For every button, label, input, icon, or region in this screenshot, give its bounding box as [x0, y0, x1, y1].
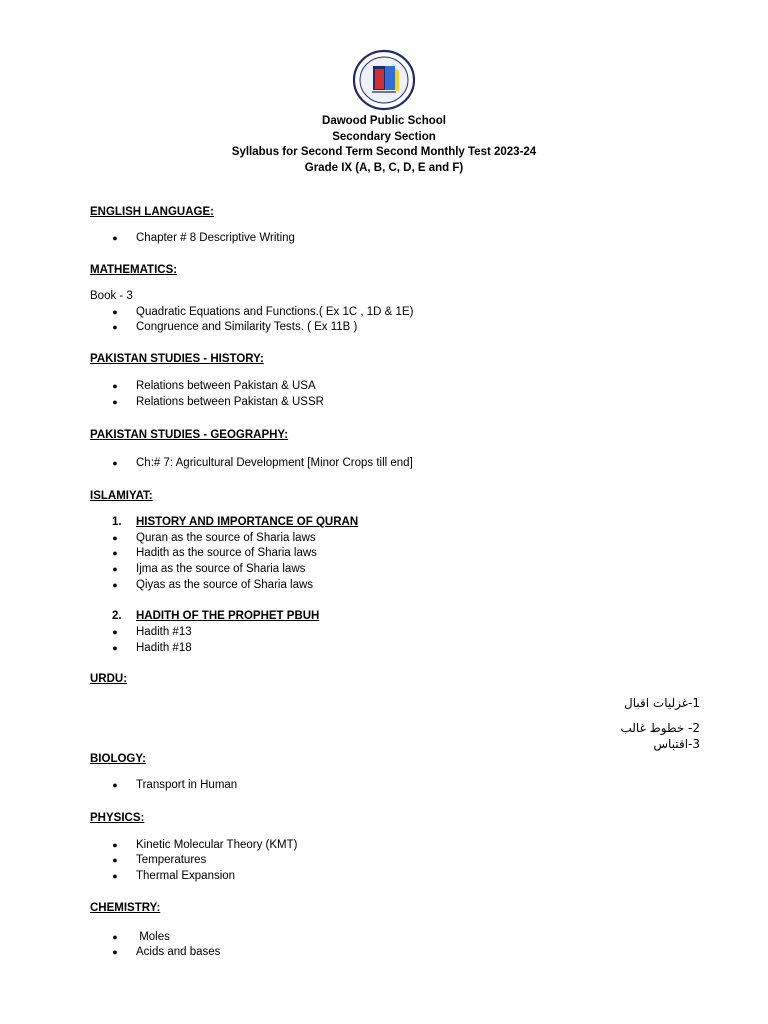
bullet-icon: ● — [112, 322, 118, 332]
bullet-icon: ● — [112, 840, 118, 850]
bullet-icon: ● — [112, 855, 118, 865]
pak-geography-heading: PAKISTAN STUDIES - GEOGRAPHY: — [90, 429, 289, 441]
bullet-icon: ● — [112, 397, 118, 407]
pak-history-heading: PAKISTAN STUDIES - HISTORY: — [90, 353, 264, 365]
bullet-icon: ● — [112, 871, 118, 881]
urdu-item: 2- خطوط غالب — [620, 721, 700, 735]
english-heading: ENGLISH LANGUAGE: — [90, 206, 214, 218]
urdu-item: 1-غزلیات اقبال — [624, 696, 700, 710]
bullet-icon: ● — [112, 564, 118, 574]
syllabus-title: Syllabus for Second Term Second Monthly Test 2023-24 — [231, 146, 537, 158]
bullet-icon: ● — [112, 233, 118, 243]
bullet-icon: ● — [112, 548, 118, 558]
bullet-icon: ● — [112, 580, 118, 590]
bullet-icon: ● — [112, 458, 118, 468]
section-name: Secondary Section — [332, 130, 436, 143]
physics-heading: PHYSICS: — [90, 812, 145, 824]
urdu-item: 3-اقتباس — [653, 737, 700, 751]
bullet-icon: ● — [112, 947, 118, 957]
bullet-icon: ● — [112, 643, 118, 653]
bullet-icon: ● — [112, 932, 118, 942]
bullet-icon: ● — [112, 533, 118, 543]
bullet-icon: ● — [112, 307, 118, 317]
bullet-icon: ● — [112, 381, 118, 391]
document-page: Dawood Public School Secondary Section Syllabus for Second Term Second Monthly Test 2023-24 Grade IX (A, B, C, D, E and F) ENGLISH LANGUAGE: ● Chapter # 8 Descriptive Writing MATHEMATICS: Book - 3 ● Quadratic Equations and Functions.( Ex 1C , 1D & 1E) ● Congruence and Similarity Tests. ( Ex 11B ) PAKISTAN STUDIES - HISTORY: ● Relations between Pakistan & USA ● Relations between Pakistan & USSR PAKISTAN STUDIES - GEOGRAPHY: ● Ch:# 7: Agricultural Development [Minor Crops till end] ISLAMIYAT: 1. HISTORY AND IMPORTANCE OF QURAN ● Quran as the source of Sharia laws ● Hadith as the source of Sharia laws ● Ijma as the source of Sharia laws ● Qiyas as the source of Sharia laws 2. HADITH OF THE PROPHET PBUH ● Hadith #13 ● Hadith #18 URDU: 1-غزلیات اقبال 2- خطوط غالب 3-اقتباس BIOLOGY: ● Transport in Human PHYSICS: ● Kinetic Molecular Theory (KMT) ● Temperatures ● Thermal Expansion CHEMISTRY: ● Moles ● Acids and bases — [0, 0, 768, 1024]
grade-line: Grade IX (A, B, C, D, E and F) — [304, 161, 464, 174]
biology-heading: BIOLOGY: — [90, 753, 147, 765]
bullet-icon: ● — [112, 627, 118, 637]
school-name: Dawood Public School — [322, 115, 446, 127]
math-book-label: Book - 3 — [90, 290, 133, 302]
chemistry-heading: CHEMISTRY: — [90, 902, 161, 914]
document-header — [0, 114, 768, 176]
mathematics-heading: MATHEMATICS: — [90, 264, 178, 276]
islamiyat-heading: ISLAMIYAT: — [90, 490, 153, 502]
bullet-icon: ● — [112, 780, 118, 790]
school-logo — [352, 48, 416, 112]
urdu-heading: URDU: — [90, 673, 128, 685]
